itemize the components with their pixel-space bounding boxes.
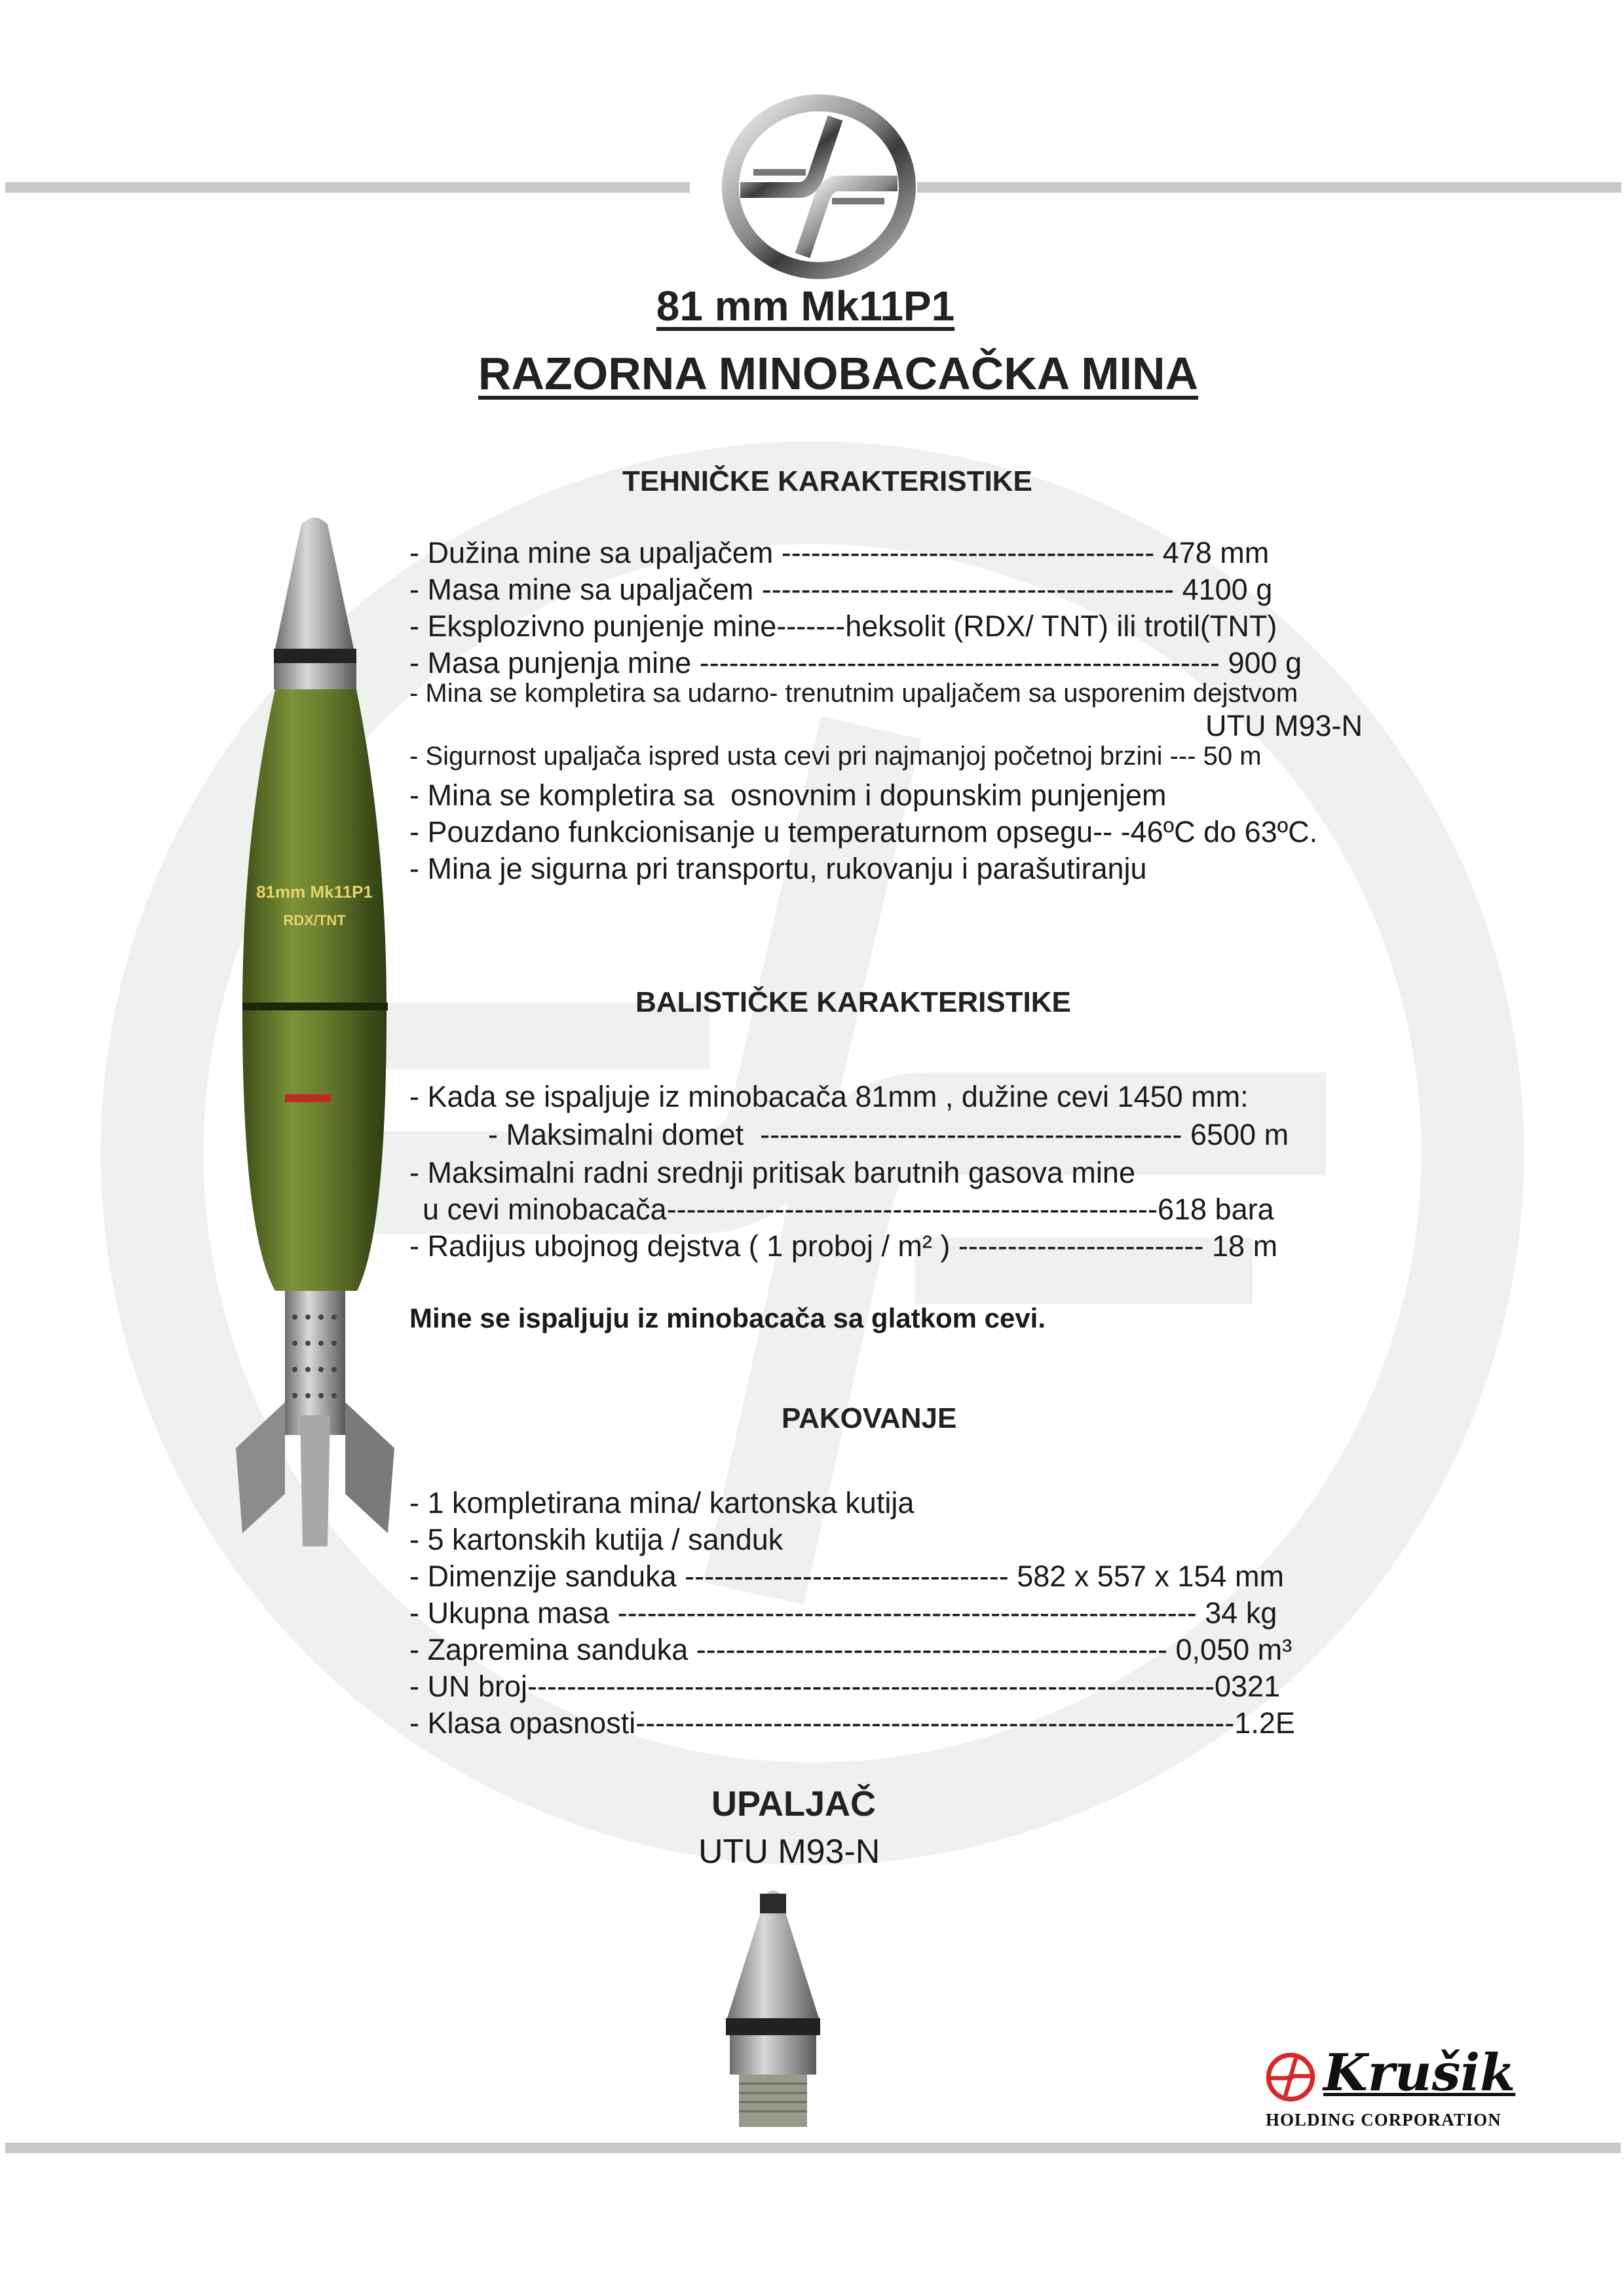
spec-line: - Mina je sigurna pri transportu, rukovanju i parašutiranju bbox=[409, 852, 1147, 885]
top-rule-right bbox=[917, 182, 1621, 193]
footer-brand bbox=[1264, 2038, 1526, 2136]
mortar-bomb-image bbox=[223, 511, 406, 1546]
spec-line: UTU M93-N bbox=[1205, 709, 1363, 742]
spec-line: - Maksimalni domet ------------------------------------------- 6500 m bbox=[488, 1118, 1289, 1151]
krusik-emblem-logo bbox=[721, 92, 917, 282]
spec-line: u cevi minobacača--------------------------------------------------618 bara bbox=[423, 1193, 1274, 1226]
spec-line: - Sigurnost upaljača ispred usta cevi pri najmanjoj početnoj brzini --- 50 m bbox=[409, 742, 1262, 771]
spec-line: - Radijus ubojnog dejstva ( 1 proboj / m² ) ------------------------- 18 m bbox=[409, 1229, 1278, 1263]
brand-tagline: HOLDING CORPORATION bbox=[1266, 2110, 1501, 2130]
spec-line: - Pouzdano funkcionisanje u temperaturnom opsegu-- -46ºC do 63ºC. bbox=[409, 815, 1318, 849]
brand-name: Krušik bbox=[1323, 2043, 1516, 2103]
spec-line: - UN broj----------------------------------------------------------------------0321 bbox=[409, 1670, 1281, 1703]
spec-line: - Mina se kompletira sa udarno- trenutnim upaljačem sa usporenim dejstvom bbox=[409, 679, 1298, 708]
spec-line: - Zapremina sanduka ------------------------------------------------ 0,050 m³ bbox=[409, 1633, 1293, 1666]
spec-line: - 1 kompletirana mina/ kartonska kutija bbox=[409, 1486, 915, 1520]
spec-line: - Maksimalni radni srednji pritisak barutnih gasova mine bbox=[409, 1156, 1135, 1189]
spec-line: - Dužina mine sa upaljačem -------------------------------------- 478 mm bbox=[409, 536, 1270, 569]
mortar-marking-designation: 81mm Mk11P1 bbox=[256, 882, 373, 902]
technical-heading: TEHNIČKE KARAKTERISTIKE bbox=[622, 465, 1032, 497]
top-rule-left bbox=[5, 182, 690, 193]
bottom-rule bbox=[5, 2143, 1621, 2153]
ballistic-heading: BALISTIČKE KARAKTERISTIKE bbox=[635, 986, 1071, 1018]
ballistic-note: Mine se ispaljuju iz minobacača sa glatkom cevi. bbox=[409, 1303, 1046, 1333]
spec-line: - Dimenzije sanduka --------------------------------- 582 x 557 x 154 mm bbox=[409, 1559, 1284, 1593]
mortar-marking-filling: RDX/TNT bbox=[283, 912, 346, 928]
spec-line: - Mina se kompletira sa osnovnim i dopunskim punjenjem bbox=[409, 778, 1167, 812]
spec-line: - Kada se ispaljuje iz minobacača 81mm , dužine cevi 1450 mm: bbox=[409, 1080, 1249, 1113]
product-title: 81 mm Mk11P1 bbox=[656, 282, 955, 330]
fuze-heading: UPALJAČ bbox=[711, 1784, 877, 1824]
packaging-heading: PAKOVANJE bbox=[782, 1402, 957, 1434]
product-subtitle: RAZORNA MINOBACAČKA MINA bbox=[478, 348, 1199, 399]
fuze-image bbox=[714, 1887, 832, 2130]
spec-line: - 5 kartonskih kutija / sanduk bbox=[409, 1523, 784, 1556]
krusik-small-emblem-icon bbox=[1264, 2051, 1317, 2103]
spec-line: - Masa mine sa upaljačem ------------------------------------------ 4100 g bbox=[409, 573, 1273, 606]
spec-line: - Ukupna masa ----------------------------------------------------------- 34 kg bbox=[409, 1596, 1277, 1630]
spec-line: - Klasa opasnosti-------------------------------------------------------------1.2E bbox=[409, 1706, 1295, 1740]
fuze-model: UTU M93-N bbox=[698, 1833, 880, 1871]
spec-line: - Eksplozivno punjenje mine-------heksolit (RDX/ TNT) ili trotil(TNT) bbox=[409, 609, 1277, 643]
spec-line: - Masa punjenja mine ----------------------------------------------------- 900 g bbox=[409, 646, 1302, 679]
